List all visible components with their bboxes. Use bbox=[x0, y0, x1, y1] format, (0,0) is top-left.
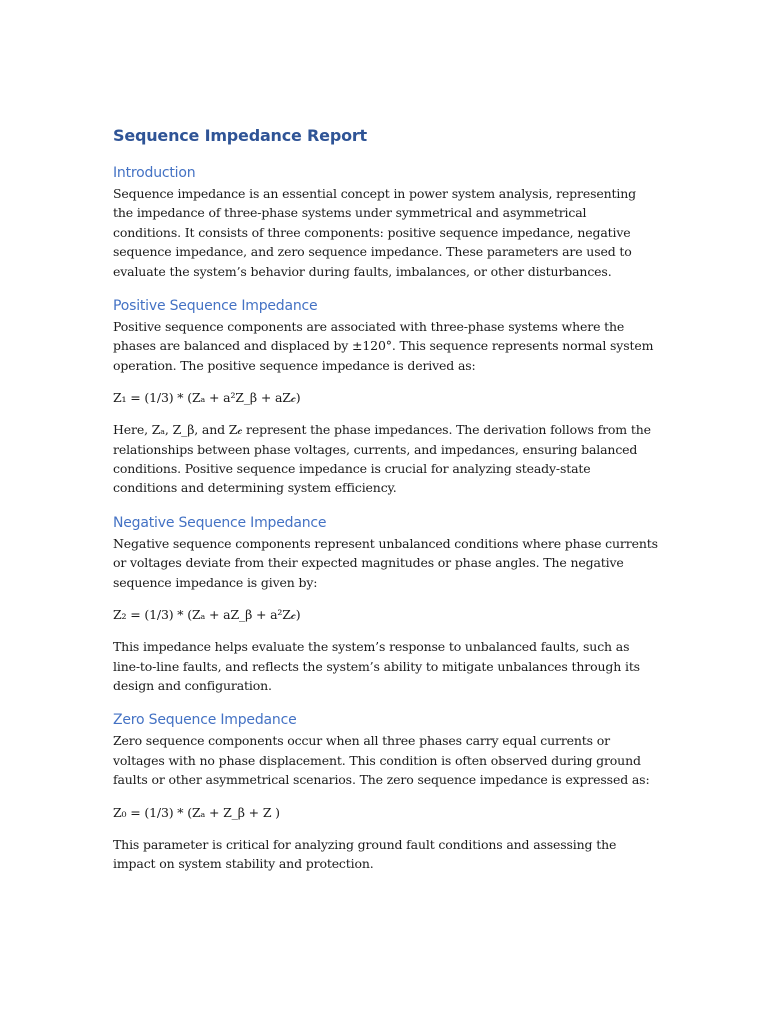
section-heading-zero-sequence: Zero Sequence Impedance bbox=[113, 712, 297, 729]
section-zero-sequence bbox=[113, 710, 658, 873]
introduction-paragraph: Sequence impedance is an essential concept in power system analysis, representing the impedance of three-phase systems under symmetrical and asymmetrical conditions. It consists of three components: positive sequence impedance, negative sequence impedance, and zero sequence impedance. These parameters are used to evaluate the system’s behavior during faults, imbalances, or other disturbances. bbox=[113, 186, 636, 279]
section-positive-sequence bbox=[113, 296, 658, 498]
negative-sequence-paragraph-1: Negative sequence components represent unbalanced conditions where phase currents or voltages deviate from their expected magnitudes or phase angles. The negative sequence impedance is given by: bbox=[113, 535, 658, 590]
positive-sequence-paragraph-1: Positive sequence components are associated with three-phase systems where the phases are balanced and displaced by ±120°. This sequence represents normal system operation. The positive sequence impedance is derived as: bbox=[113, 319, 654, 373]
positive-sequence-formula: Z₁ = (1/3) * (Zₐ + a²Z_β + aZ𝒸) bbox=[113, 390, 301, 406]
positive-sequence-paragraph-2: Here, Zₐ, Z_β, and Z𝒸 represent the phase impedances. The derivation follows from the relationships between phase voltages, currents, and impedances, ensuring balanced conditions. Positive sequence impedance is crucial for analyzing steady-state conditions and determining system efficiency. bbox=[113, 422, 651, 496]
zero-sequence-formula: Z₀ = (1/3) * (Zₐ + Z_β + Z ) bbox=[113, 804, 280, 820]
section-introduction bbox=[113, 163, 658, 281]
section-heading-introduction: Introduction bbox=[113, 165, 196, 181]
document-title: Sequence Impedance Report bbox=[113, 126, 368, 145]
zero-sequence-paragraph-2: This parameter is critical for analyzing ground fault conditions and assessing the impact on system stability and protection. bbox=[113, 836, 617, 871]
section-negative-sequence bbox=[113, 513, 658, 695]
section-heading-negative-sequence: Negative Sequence Impedance bbox=[113, 514, 327, 531]
document-page bbox=[113, 124, 658, 886]
negative-sequence-paragraph-2: This impedance helps evaluate the system’s response to unbalanced faults, such as line-to-line faults, and reflects the system’s ability to mitigate unbalances through its design and configuration. bbox=[113, 639, 640, 693]
negative-sequence-formula: Z₂ = (1/3) * (Zₐ + aZ_β + a²Z𝒸) bbox=[113, 607, 301, 623]
zero-sequence-paragraph-1: Zero sequence components occur when all three phases carry equal currents or voltages with no phase displacement. This condition is often observed during ground faults or other asymmetrical scenarios. The zero sequence impedance is expressed as: bbox=[113, 733, 650, 788]
section-heading-positive-sequence: Positive Sequence Impedance bbox=[113, 298, 318, 315]
